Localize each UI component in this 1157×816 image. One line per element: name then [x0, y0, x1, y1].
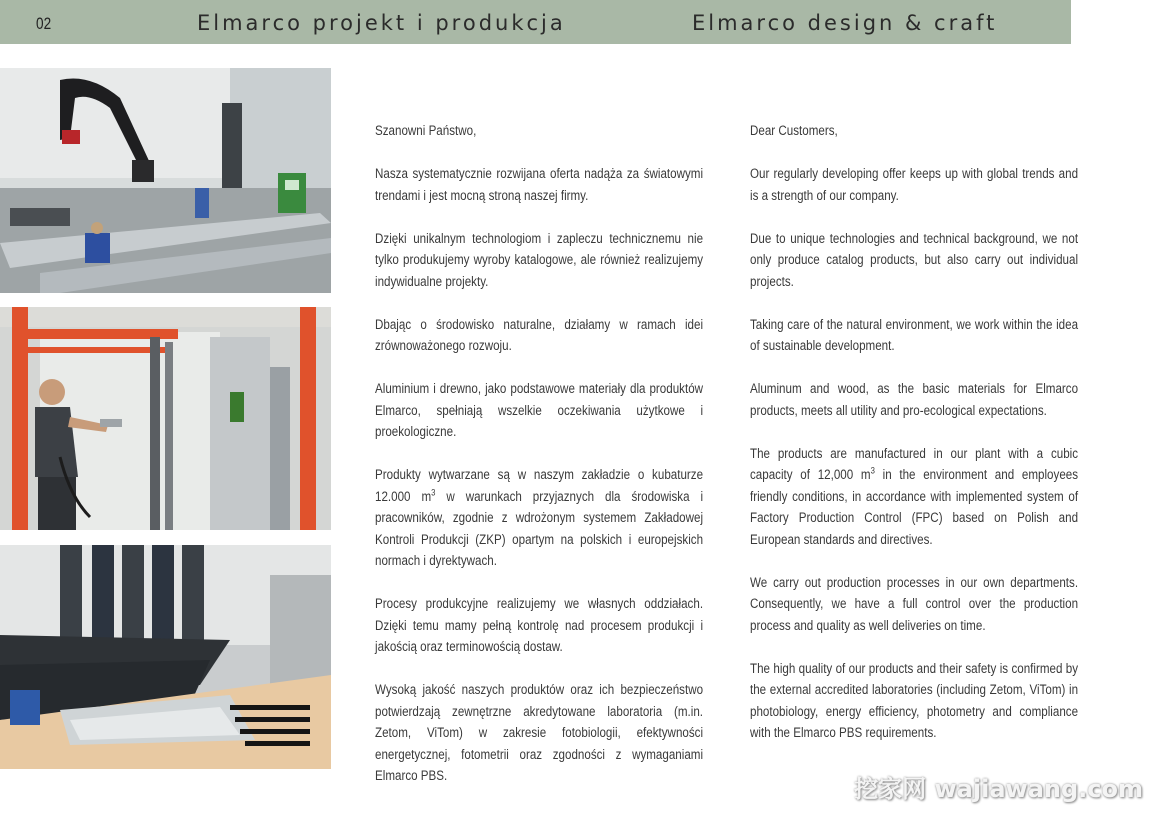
paragraph-quality-pl: Wysoką jakość naszych produktów oraz ich bezpieczeństwo potwierdzają zewnętrzne akredytowane laboratoria (m.in. Zetom, ViTom) w zakresie fotobiologii, efektywności energetycznej, fotometrii oraz zgodności z wymaganiami Elmarco PBS. [375, 682, 704, 783]
paragraph-offer-pl: Nasza systematycznie rozwijana oferta nadąża za światowymi trendami i jest mocną stroną naszej firmy. [375, 166, 704, 203]
workshop-photo [0, 68, 331, 293]
cubic-superscript-en: 3 [870, 465, 875, 476]
cubic-superscript-pl: 3 [431, 487, 436, 497]
greeting-english: Dear Customers, [750, 123, 838, 138]
plant-text-end-pl: w warunkach przyjaznych dla środowiska i pracowników, zgodnie z wdrożonym systemem Zakładowej Kontroli Produkcji (ZKP) opartym na polskich i europejskich normach i dyrektywach. [375, 488, 704, 568]
paragraph-process-pl: Procesy produkcyjne realizujemy we własnych oddziałach. Dzięki temu mamy pełną kontrolę nad procesem produkcji i jakością oraz terminowością dostaw. [375, 596, 704, 654]
page-number: 02 [36, 14, 52, 33]
paragraph-technology-en: Due to unique technologies and technical background, we not only produce catalog products, but also carry out individual projects. [750, 230, 1079, 289]
paragraph-quality-en: The high quality of our products and their safety is confirmed by the external accredited laboratories (including Zetom, ViTom) in photobiology, energy efficiency, photometry and compliance with the Elmarco PBS requirements. [750, 660, 1079, 740]
title-polish: Elmarco projekt i produkcja [197, 11, 566, 35]
title-english: Elmarco design & craft [692, 11, 998, 35]
paint-booth-photo [0, 307, 331, 530]
paragraph-technology-pl: Dzięki unikalnym technologiom i zapleczu technicznemu nie tylko produkujemy wyroby katalogowe, ale również realizujemy indywidualne projekty. [375, 230, 704, 289]
paragraph-offer-en: Our regularly developing offer keeps up with global trends and is a strength of our company. [750, 166, 1079, 203]
paragraph-environment-pl: Dbając o środowisko naturalne, działamy w ramach idei zrównoważonego rozwoju. [375, 316, 704, 353]
paragraph-plant-pl [375, 464, 703, 572]
paragraph-process-en: We carry out production processes in our own departments. Consequently, we have a full control over the production process and quality as well deliveries on time. [750, 574, 1079, 633]
plant-text-start-en: The products are manufactured in our plant with a cubic capacity of 12,000 m [750, 445, 1079, 482]
plant-text-start-pl: Produkty wytwarzane są w naszym zakładzie o kubaturze 12.000 m [375, 467, 704, 504]
polish-text-column [375, 120, 703, 808]
paragraph-environment-en: Taking care of the natural environment, we work within the idea of sustainable development. [750, 316, 1079, 353]
paragraph-plant-en [750, 443, 1078, 551]
plant-text-end-en: in the environment and employees friendly conditions, in accordance with implemented system of Factory Production Control (FPC) based on Polish and European standards and directives. [750, 467, 1079, 547]
paragraph-materials-en: Aluminum and wood, as the basic materials for Elmarco products, meets all utility and pro-ecological expectations. [750, 381, 1079, 418]
english-text-column [750, 120, 1078, 765]
production-line-photo [0, 545, 331, 769]
site-watermark: 挖家网 wajiawang.com [854, 775, 1143, 803]
page-header [0, 0, 1071, 44]
paragraph-materials-pl: Aluminium i drewno, jako podstawowe materiały dla produktów Elmarco, spełniają wszelkie oczekiwania użytkowe i proekologiczne. [375, 381, 704, 439]
greeting-polish: Szanowni Państwo, [375, 123, 477, 138]
